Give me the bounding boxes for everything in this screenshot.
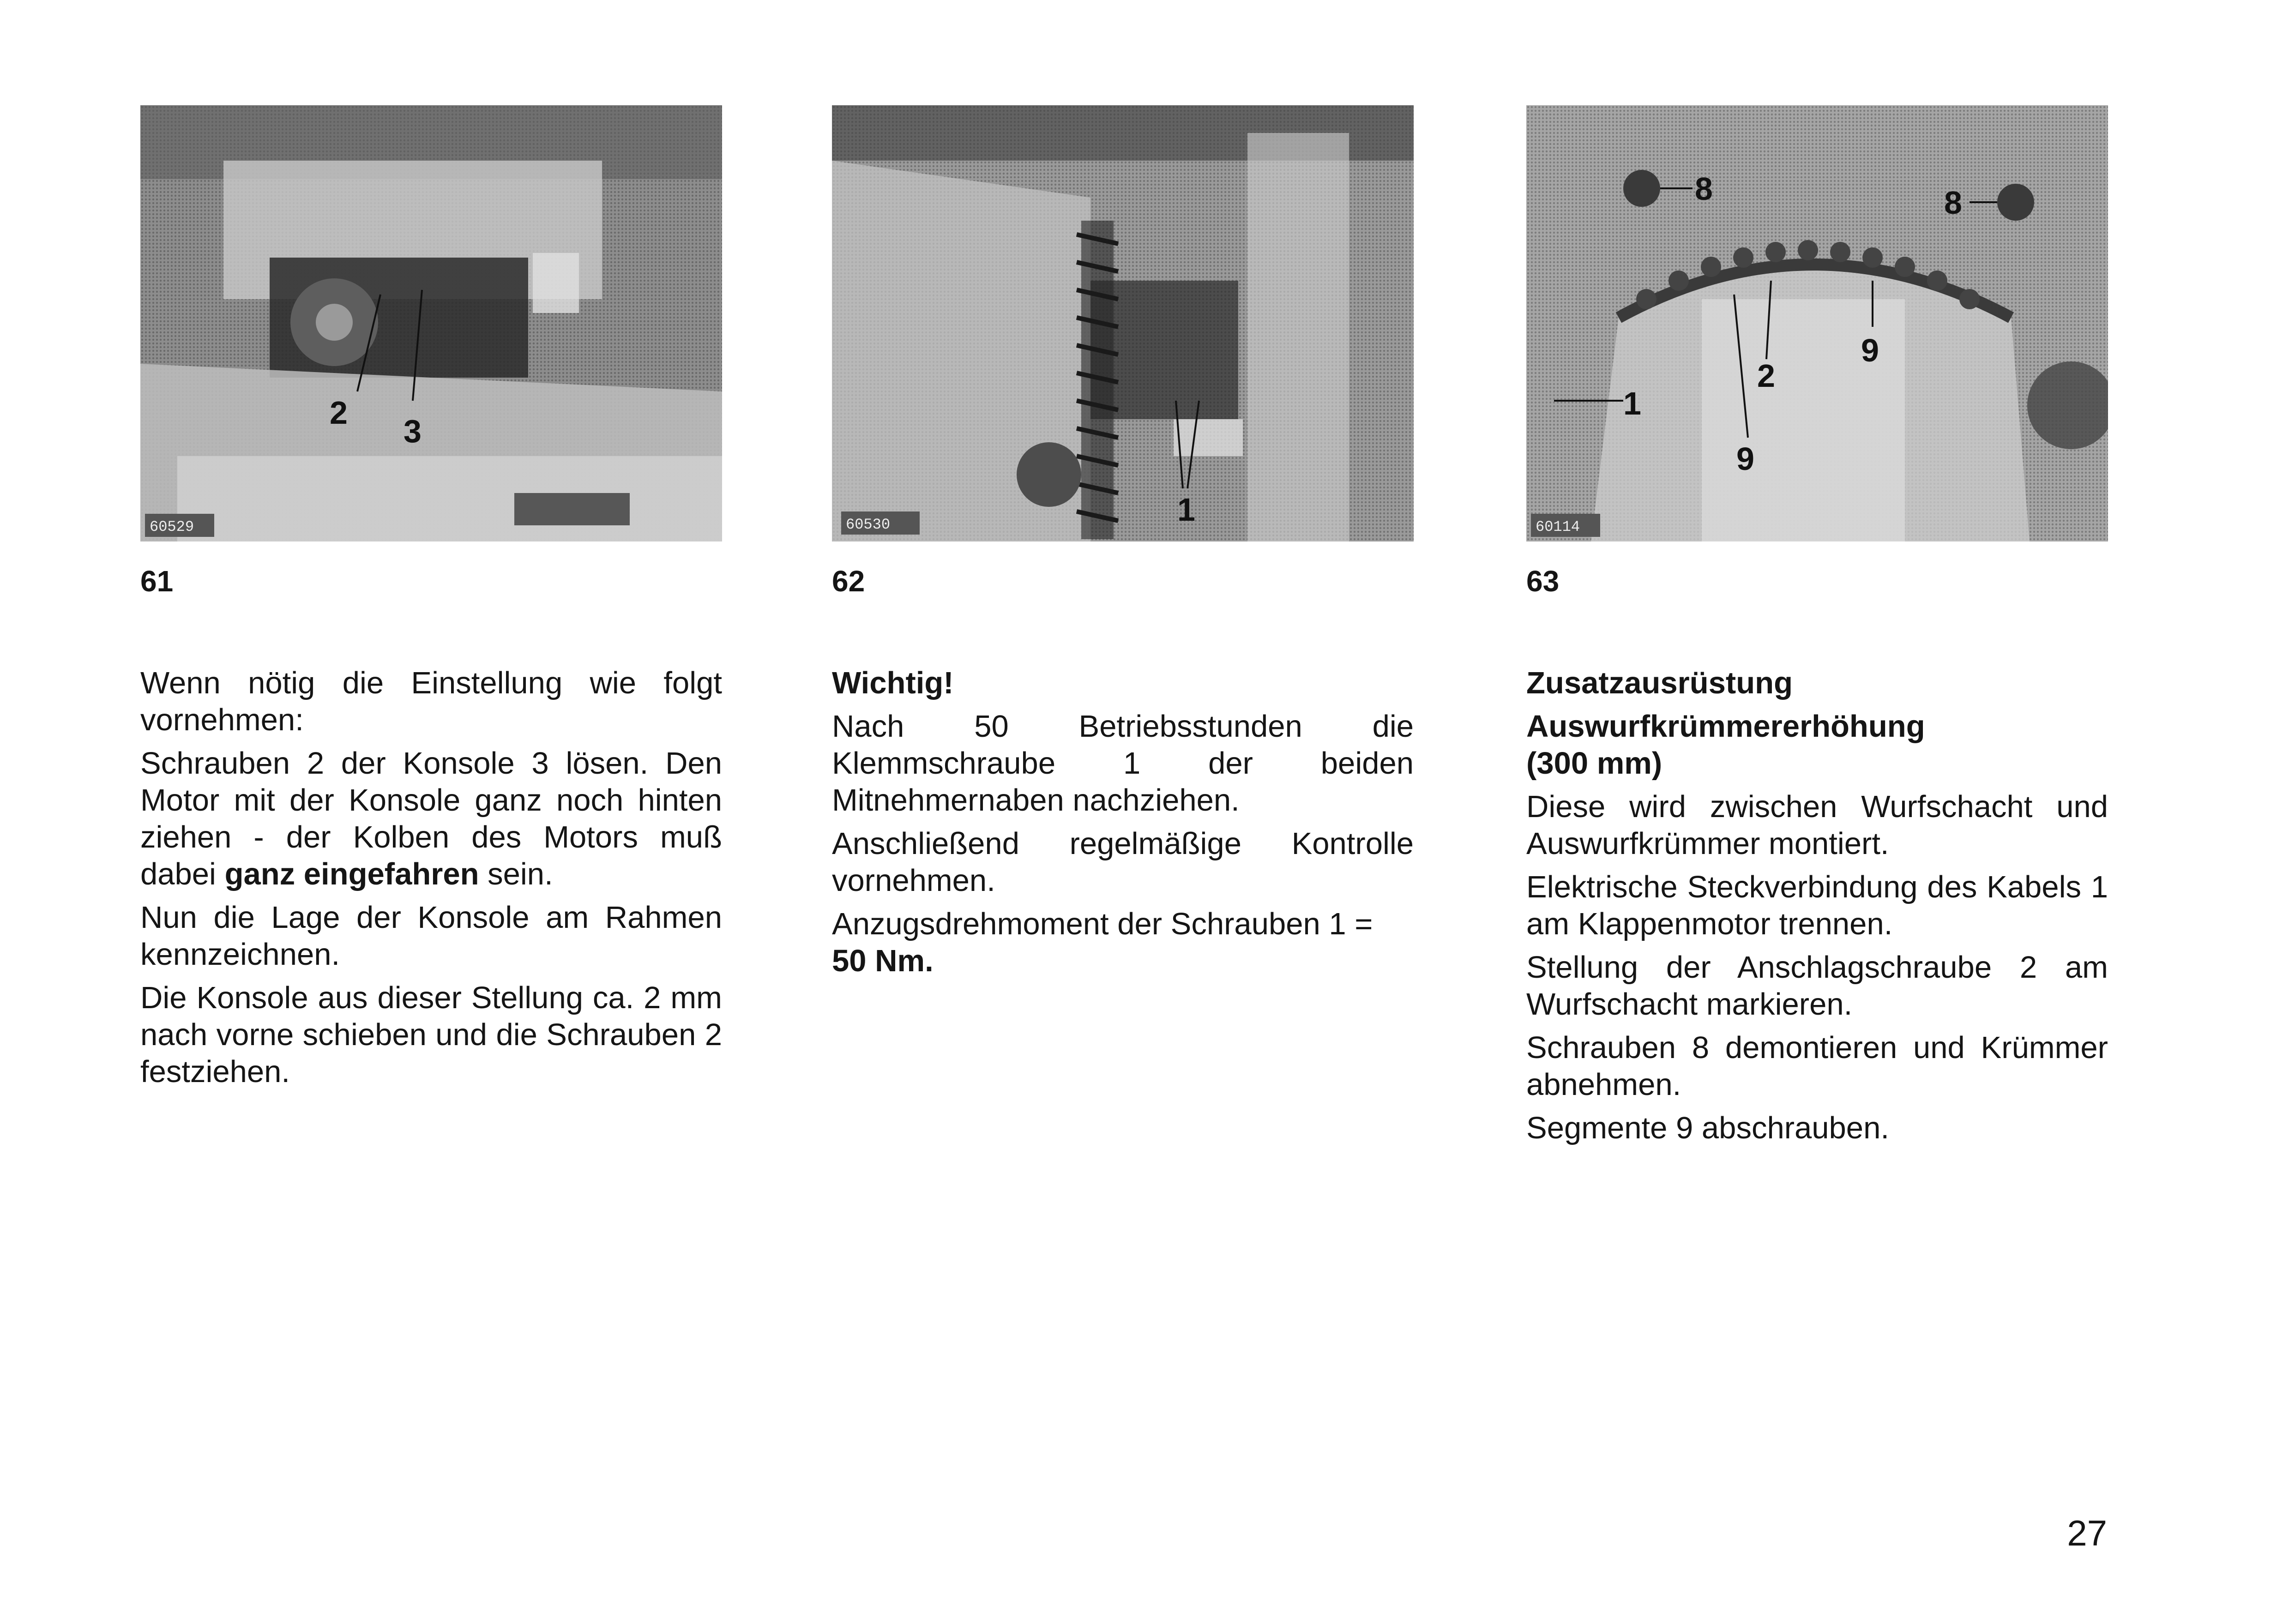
callout-1: 1 xyxy=(1177,492,1195,528)
instructions-text xyxy=(140,665,722,1097)
column-figure-63 xyxy=(1526,0,2108,1624)
heading-extension: Auswurfkrümmererhöhung (300 mm) xyxy=(1526,709,1925,781)
paragraph: Wenn nötig die Einstellung wie folgt vornehmen: xyxy=(140,666,722,737)
photo-figure-61 xyxy=(140,105,722,541)
callout-9: 9 xyxy=(1861,332,1879,368)
photo-motor-console xyxy=(140,105,722,541)
photo-chute-segments xyxy=(1526,105,2108,541)
paragraph: Nach 50 Betriebsstunden die Klemmschraube 1 der beiden Mitnehmernaben nachziehen. xyxy=(832,709,1414,818)
photo-code: 60529 xyxy=(150,518,194,535)
paragraph: Segmente 9 abschrauben. xyxy=(1526,1111,1889,1145)
paragraph: Diese wird zwischen Wurfschacht und Auswurfkrümmer montiert. xyxy=(1526,789,2108,861)
column-figure-62 xyxy=(832,0,1414,1624)
callout-3: 3 xyxy=(404,413,422,449)
photo-figure-63 xyxy=(1526,105,2108,541)
heading-important: Wichtig! xyxy=(832,666,954,700)
figure-number: 63 xyxy=(1526,565,1560,598)
paragraph: Die Konsole aus dieser Stellung ca. 2 mm nach vorne schieben und die Schrauben 2 festziehen. xyxy=(140,980,722,1089)
paragraph: Anschließend regelmäßige Kontrolle vornehmen. xyxy=(832,826,1414,898)
paragraph: Schrauben 2 der Konsole 3 lösen. Den Motor mit der Konsole ganz noch hinten ziehen - der Kolben des Motors muß dabei ganz eingefahren sein. xyxy=(140,746,722,891)
photo-code: 60114 xyxy=(1536,518,1580,535)
figure-number: 61 xyxy=(140,565,174,598)
photo-figure-62 xyxy=(832,105,1414,541)
callout-1: 1 xyxy=(1623,385,1641,421)
paragraph-torque: Anzugsdrehmoment der Schrauben 1 = 50 Nm. xyxy=(832,907,1373,978)
paragraph: Stellung der Anschlagschraube 2 am Wurfschacht markieren. xyxy=(1526,950,2108,1022)
callout-2: 2 xyxy=(330,395,348,431)
paragraph: Elektrische Steckverbindung des Kabels 1 am Klappenmotor trennen. xyxy=(1526,870,2108,941)
callout-2: 2 xyxy=(1757,358,1775,394)
heading-accessory: Zusatzausrüstung xyxy=(1526,666,1793,700)
important-notice xyxy=(832,665,1414,986)
figure-number: 62 xyxy=(832,565,865,598)
photo-code: 60530 xyxy=(846,516,891,533)
callout-8: 8 xyxy=(1944,185,1962,221)
photo-clamp-screw xyxy=(832,105,1414,541)
accessory-instructions xyxy=(1526,665,2108,1153)
callout-9: 9 xyxy=(1736,441,1754,477)
callout-8: 8 xyxy=(1695,171,1713,207)
paragraph: Schrauben 8 demontieren und Krümmer abnehmen. xyxy=(1526,1030,2108,1102)
column-figure-61 xyxy=(140,0,722,1624)
page-number: 27 xyxy=(2067,1513,2107,1553)
paragraph: Nun die Lage der Konsole am Rahmen kennzeichnen. xyxy=(140,900,722,972)
